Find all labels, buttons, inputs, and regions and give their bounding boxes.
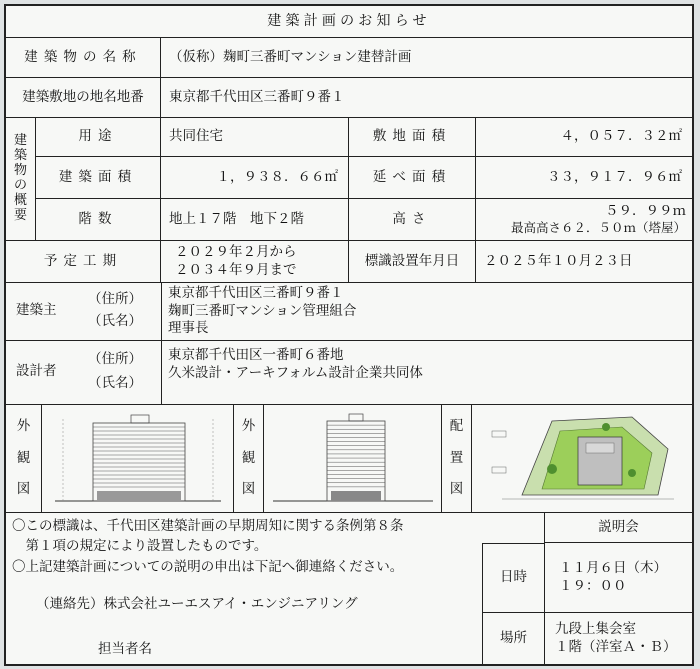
site-area-label: 敷地面積 <box>349 118 476 157</box>
briefing-date-label: 日時 <box>482 543 545 613</box>
briefing-time: １９：００ <box>559 577 627 594</box>
height-value: ５９．９９ｍ <box>605 202 686 219</box>
max-height-value: 最高高さ６２．５０ｍ（塔屋） <box>510 220 686 236</box>
notice-title: 建築計画のお知らせ <box>6 6 692 38</box>
designer-label-cell <box>6 341 161 405</box>
total-floor-area-label: 延べ面積 <box>349 157 476 199</box>
briefing-date: １１月６日（木） <box>559 559 667 576</box>
briefing-place <box>545 613 692 664</box>
designer-address-sublabel: （住所） <box>88 351 142 367</box>
briefing-place-label: 場所 <box>482 613 545 664</box>
owner-title: 理事長 <box>168 320 209 337</box>
notice-board <box>4 4 694 666</box>
site-plan-drawing <box>472 405 692 513</box>
floors-label: 階数 <box>36 199 161 241</box>
elevation-drawing-1 <box>42 405 234 513</box>
owner-label: 建築主 <box>16 302 57 318</box>
designer-address: 東京都千代田区一番町６番地 <box>168 347 344 363</box>
site-area-value: ４，０５７．３２㎡ <box>476 118 692 157</box>
use-value: 共同住宅 <box>161 118 349 157</box>
notes-area <box>6 513 545 664</box>
designer-name-sublabel: （氏名） <box>88 375 142 391</box>
owner-name: 麹町三番町マンション管理組合 <box>168 302 357 319</box>
briefing-datetime <box>545 543 692 613</box>
schedule-end: ２０３４年９月まで <box>175 261 297 278</box>
building-area-label: 建築面積 <box>36 157 161 199</box>
contact-person-label: 担当者名 <box>98 641 152 657</box>
site-address-value: 東京都千代田区三番町９番１ <box>161 78 692 118</box>
elevation-front-image <box>45 409 231 509</box>
floors-value: 地上１７階 地下２階 <box>161 199 349 241</box>
use-label: 用途 <box>36 118 161 157</box>
elevation-label-2: 外 観 図 <box>234 405 264 513</box>
owner-address: 東京都千代田区三番町９番１ <box>168 285 344 302</box>
height-cell <box>476 199 692 241</box>
contact-company: （連絡先）株式会社ユーエスアイ・エンジニアリング <box>36 596 358 612</box>
sign-date-label: 標識設置年月日 <box>349 241 476 283</box>
building-area-value: １，９３８．６６㎡ <box>161 157 349 199</box>
owner-address-sublabel: （住所） <box>88 291 142 307</box>
elevation-label-1: 外 観 図 <box>6 405 42 513</box>
schedule-label: 予定工期 <box>6 241 161 283</box>
site-address-label: 建築敷地の地名地番 <box>6 78 161 118</box>
briefing-place-room: １階（洋室Ａ・Ｂ） <box>555 638 677 655</box>
height-label: 高さ <box>349 199 476 241</box>
building-name-label: 建築物の名称 <box>6 38 161 78</box>
site-plan-label: 配 置 図 <box>442 405 472 513</box>
designer-label: 設計者 <box>16 363 57 379</box>
owner-label-cell <box>6 283 161 341</box>
elevation-drawing-2 <box>264 405 442 513</box>
building-name-value: （仮称）麹町三番町マンション建替計画 <box>161 38 692 78</box>
note-2: 〇上記建築計画についての説明の申出は下記へ御連絡ください。 <box>12 559 404 575</box>
briefing-place-name: 九段上集会室 <box>555 620 636 637</box>
briefing-title: 説明会 <box>545 513 692 543</box>
site-plan-image <box>482 409 682 509</box>
schedule-start: ２０２９年２月から <box>175 243 297 260</box>
elevation-side-image <box>267 409 439 509</box>
note-1-line-2: 第１項の規定により設置したものです。 <box>12 538 268 554</box>
schedule-value <box>161 241 349 283</box>
designer-value <box>161 341 692 405</box>
owner-value <box>161 283 692 341</box>
building-overview-label: 建 築 物 の 概 要 <box>6 118 36 241</box>
sign-date-value: ２０２５年１０月２３日 <box>476 241 692 283</box>
total-floor-area-value: ３３，９１７．９６㎡ <box>476 157 692 199</box>
note-1-line-1: 〇この標識は、千代田区建築計画の早期周知に関する条例第８条 <box>12 518 404 534</box>
designer-name: 久米設計・アーキフォルム設計企業共同体 <box>168 364 423 381</box>
owner-name-sublabel: （氏名） <box>88 313 142 329</box>
